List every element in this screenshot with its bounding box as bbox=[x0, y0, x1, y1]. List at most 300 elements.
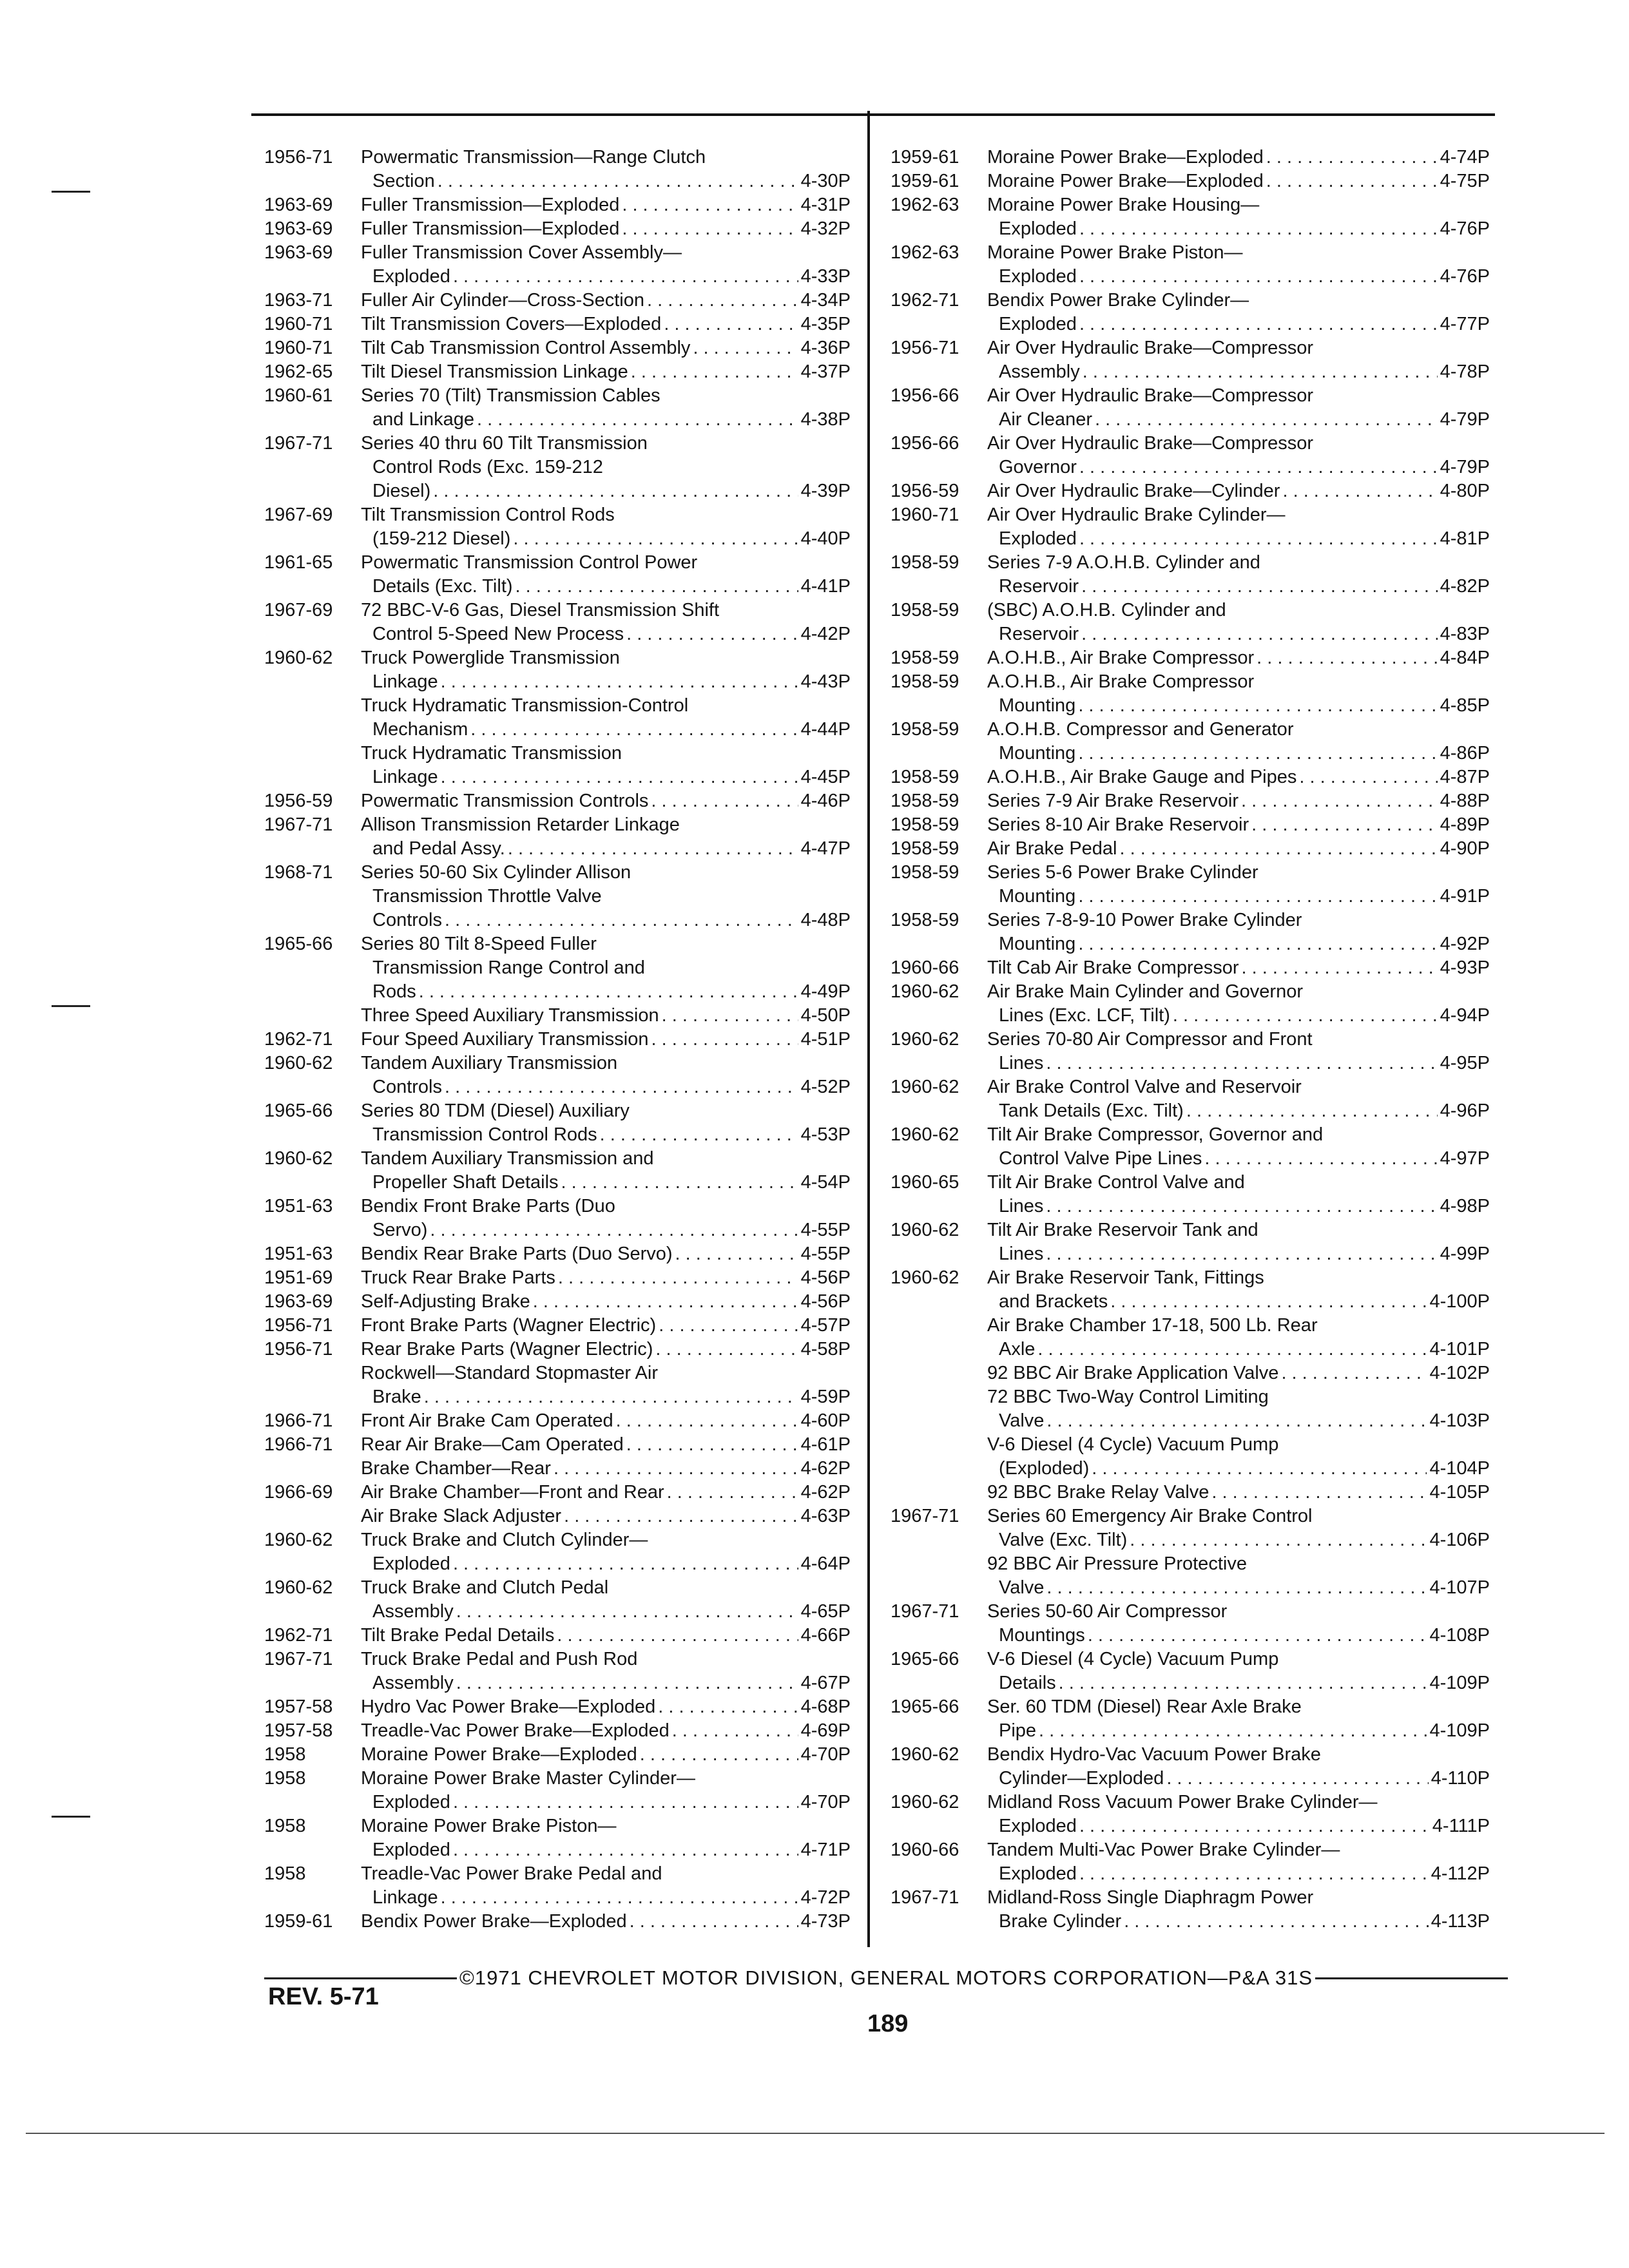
entry-year: 1960-62 bbox=[891, 1029, 959, 1050]
entry-last-line bbox=[361, 1266, 851, 1290]
index-entry bbox=[891, 1361, 1490, 1385]
entry-body bbox=[361, 503, 851, 551]
entry-title-line: Mountings bbox=[999, 1625, 1085, 1646]
dot-leader bbox=[616, 1409, 798, 1433]
entry-title-line: Air Brake Main Cylinder and Governor bbox=[987, 981, 1303, 1002]
dot-leader bbox=[658, 1695, 798, 1719]
entry-title-line: Truck Hydramatic Transmission-Control bbox=[361, 695, 689, 716]
index-entry bbox=[891, 1481, 1490, 1504]
page-reference: 4-36P bbox=[800, 338, 851, 358]
entry-body bbox=[987, 336, 1490, 384]
entry-year: 1958 bbox=[264, 1744, 306, 1765]
entry-body bbox=[987, 1218, 1490, 1266]
entry-title-line: Midland Ross Vacuum Power Brake Cylinder— bbox=[987, 1792, 1378, 1812]
entry-title-line: Exploded bbox=[372, 1840, 450, 1860]
dot-leader bbox=[430, 1218, 798, 1242]
entry-year: 1967-69 bbox=[264, 600, 333, 620]
index-entry bbox=[264, 336, 851, 360]
dot-leader bbox=[651, 789, 798, 813]
index-entry bbox=[264, 289, 851, 312]
dot-leader bbox=[456, 1600, 798, 1624]
dot-leader bbox=[533, 1290, 798, 1314]
index-entry bbox=[264, 1695, 851, 1719]
dot-leader bbox=[1266, 169, 1438, 193]
entry-last-line bbox=[361, 1481, 851, 1504]
entry-title-line: Linkage bbox=[372, 767, 438, 787]
entry-body bbox=[361, 1743, 851, 1767]
entry-title-line: Section bbox=[372, 171, 435, 191]
dot-leader bbox=[1242, 956, 1438, 980]
dot-leader bbox=[561, 1171, 798, 1195]
entry-title-line: A.O.H.B., Air Brake Compressor bbox=[987, 648, 1255, 668]
entry-title-line: Exploded bbox=[372, 1792, 450, 1812]
index-entry bbox=[891, 861, 1490, 908]
page-reference: 4-107P bbox=[1429, 1577, 1490, 1598]
entry-body bbox=[361, 789, 851, 813]
entry-body bbox=[361, 432, 851, 503]
entry-year: 1963-69 bbox=[264, 242, 333, 263]
entry-title-line: Fuller Transmission—Exploded bbox=[361, 195, 620, 215]
entry-title-line: Tandem Multi-Vac Power Brake Cylinder— bbox=[987, 1840, 1340, 1860]
entry-title-line: Air Over Hydraulic Brake—Compressor bbox=[987, 433, 1314, 454]
page-reference: 4-42P bbox=[800, 624, 851, 644]
entry-year: 1956-71 bbox=[264, 1315, 333, 1336]
index-entry bbox=[264, 813, 851, 861]
entry-last-line bbox=[987, 1242, 1490, 1266]
entry-body bbox=[361, 1028, 851, 1052]
dot-leader bbox=[1282, 479, 1437, 503]
entry-title-line: Air Brake Slack Adjuster bbox=[361, 1506, 562, 1526]
dot-leader bbox=[630, 1910, 798, 1934]
page-reference: 4-34P bbox=[800, 290, 851, 311]
entry-year: 1956-66 bbox=[891, 385, 959, 406]
entry-body bbox=[987, 980, 1490, 1028]
page-reference: 4-97P bbox=[1440, 1148, 1490, 1169]
entry-body bbox=[361, 861, 851, 932]
entry-last-line bbox=[361, 670, 851, 694]
entry-last-line bbox=[987, 742, 1490, 765]
entry-last-line bbox=[361, 1886, 851, 1910]
entry-year: 1962-71 bbox=[264, 1625, 333, 1646]
entry-last-line bbox=[361, 1600, 851, 1624]
entry-body bbox=[987, 1648, 1490, 1695]
index-entry bbox=[264, 503, 851, 551]
index-entry bbox=[264, 1099, 851, 1147]
entry-body bbox=[987, 146, 1490, 169]
dot-leader bbox=[1124, 1910, 1428, 1934]
entry-title-line: Exploded bbox=[999, 218, 1077, 239]
index-entry bbox=[891, 1504, 1490, 1552]
entry-body bbox=[987, 670, 1490, 718]
column-divider bbox=[867, 111, 870, 1947]
entry-last-line bbox=[361, 1314, 851, 1338]
entry-body bbox=[987, 837, 1490, 861]
entry-year: 1956-59 bbox=[891, 481, 959, 501]
entry-title-line: Powermatic Transmission Control Power bbox=[361, 552, 698, 573]
index-entry bbox=[264, 551, 851, 599]
page-reference: 4-51P bbox=[800, 1029, 851, 1050]
entry-title-line: Tilt Air Brake Control Valve and bbox=[987, 1172, 1245, 1193]
page-reference: 4-109P bbox=[1429, 1673, 1490, 1693]
entry-body bbox=[361, 1266, 851, 1290]
index-entry bbox=[264, 1504, 851, 1528]
dot-leader bbox=[508, 837, 798, 861]
dot-leader bbox=[664, 312, 798, 336]
entry-year: 1958-59 bbox=[891, 719, 959, 740]
index-entry bbox=[891, 193, 1490, 241]
dot-leader bbox=[1079, 217, 1438, 241]
index-entry bbox=[264, 646, 851, 694]
entry-year: 1958 bbox=[264, 1816, 306, 1836]
entry-body bbox=[361, 336, 851, 360]
entry-last-line bbox=[361, 1791, 851, 1814]
index-entry bbox=[891, 599, 1490, 646]
entry-year: 1960-66 bbox=[891, 957, 959, 978]
index-entry bbox=[264, 1266, 851, 1290]
dot-leader bbox=[1046, 1409, 1427, 1433]
entry-body bbox=[987, 646, 1490, 670]
entry-title-line: Truck Powerglide Transmission bbox=[361, 648, 620, 668]
entry-last-line bbox=[361, 575, 851, 599]
entry-title-line: Air Over Hydraulic Brake—Compressor bbox=[987, 338, 1314, 358]
entry-title-line: Hydro Vac Power Brake—Exploded bbox=[361, 1696, 656, 1717]
copyright-line bbox=[264, 1966, 1508, 1990]
entry-body bbox=[361, 551, 851, 599]
entry-body bbox=[987, 765, 1490, 789]
index-entry bbox=[891, 503, 1490, 551]
dot-leader bbox=[1079, 1862, 1429, 1886]
entry-title-line: Truck Brake Pedal and Push Rod bbox=[361, 1649, 638, 1669]
entry-year: 1960-62 bbox=[264, 1530, 333, 1550]
entry-year: 1958-59 bbox=[891, 552, 959, 573]
entry-body bbox=[987, 1743, 1490, 1791]
page-reference: 4-66P bbox=[800, 1625, 851, 1646]
entry-title-line: Moraine Power Brake—Exploded bbox=[987, 171, 1264, 191]
index-entry bbox=[264, 360, 851, 384]
dot-leader bbox=[438, 169, 798, 193]
page-reference: 4-41P bbox=[800, 576, 851, 597]
dot-leader bbox=[557, 1624, 798, 1648]
dot-leader bbox=[453, 1552, 798, 1576]
entry-title-line: Mounting bbox=[999, 695, 1076, 716]
page-reference: 4-103P bbox=[1429, 1410, 1490, 1431]
index-entry bbox=[264, 1290, 851, 1314]
entry-body bbox=[987, 241, 1490, 289]
entry-year: 1967-69 bbox=[264, 505, 333, 525]
entry-body bbox=[361, 1409, 851, 1433]
entry-year: 1962-63 bbox=[891, 242, 959, 263]
entry-last-line bbox=[361, 1290, 851, 1314]
entry-title-line: Axle bbox=[999, 1339, 1036, 1360]
page-reference: 4-53P bbox=[800, 1124, 851, 1145]
page-reference: 4-105P bbox=[1429, 1482, 1490, 1503]
entry-title-line: Transmission Range Control and bbox=[372, 957, 645, 978]
entry-title-line: Tilt Cab Transmission Control Assembly bbox=[361, 338, 691, 358]
dot-leader bbox=[1079, 456, 1438, 479]
entry-title-line: and Linkage bbox=[372, 409, 475, 430]
entry-body bbox=[987, 1385, 1490, 1433]
entry-year: 1958-59 bbox=[891, 814, 959, 835]
entry-title-line: Front Air Brake Cam Operated bbox=[361, 1410, 613, 1431]
entry-year: 1967-71 bbox=[891, 1601, 959, 1622]
dot-leader bbox=[1095, 408, 1438, 432]
index-entry bbox=[891, 1743, 1490, 1791]
entry-last-line bbox=[987, 146, 1490, 169]
entry-title-line: Series 50-60 Six Cylinder Allison bbox=[361, 862, 631, 883]
dot-leader bbox=[1251, 813, 1437, 837]
index-column-right bbox=[891, 146, 1490, 1934]
page-reference: 4-54P bbox=[800, 1172, 851, 1193]
entry-last-line bbox=[361, 336, 851, 360]
entry-title-line: Four Speed Auxiliary Transmission bbox=[361, 1029, 649, 1050]
entry-title-line: Rockwell—Standard Stopmaster Air bbox=[361, 1363, 658, 1383]
entry-title-line: Controls bbox=[372, 1077, 442, 1097]
entry-title-line: 72 BBC-V-6 Gas, Diesel Transmission Shift bbox=[361, 600, 720, 620]
entry-last-line bbox=[987, 1671, 1490, 1695]
entry-title-line: Reservoir bbox=[999, 624, 1079, 644]
entry-title-line: Diesel) bbox=[372, 481, 431, 501]
entry-body bbox=[987, 1552, 1490, 1600]
entry-last-line bbox=[987, 1624, 1490, 1648]
page-reference: 4-91P bbox=[1440, 886, 1490, 907]
dot-leader bbox=[1079, 265, 1438, 289]
page-reference: 4-56P bbox=[800, 1267, 851, 1288]
entry-body bbox=[987, 289, 1490, 336]
entry-body bbox=[361, 1099, 851, 1147]
page-reference: 4-47P bbox=[800, 838, 851, 859]
entry-last-line bbox=[987, 408, 1490, 432]
page-reference: 4-95P bbox=[1440, 1053, 1490, 1073]
dot-leader bbox=[651, 1028, 798, 1052]
entry-year: 1962-71 bbox=[891, 290, 959, 311]
entry-body bbox=[987, 1600, 1490, 1648]
entry-title-line: and Brackets bbox=[999, 1291, 1108, 1312]
entry-last-line bbox=[361, 408, 851, 432]
dot-leader bbox=[675, 1242, 798, 1266]
entry-year: 1959-61 bbox=[891, 147, 959, 168]
entry-body bbox=[987, 1123, 1490, 1171]
entry-title-line: Air Brake Chamber—Front and Rear bbox=[361, 1482, 664, 1503]
entry-last-line bbox=[361, 1910, 851, 1934]
entry-title-line: Tilt Transmission Covers—Exploded bbox=[361, 314, 662, 334]
page-reference: 4-76P bbox=[1440, 218, 1490, 239]
index-entry bbox=[891, 718, 1490, 765]
entry-body bbox=[361, 813, 851, 861]
scan-edge-line bbox=[26, 2133, 1605, 2134]
entry-body bbox=[987, 1028, 1490, 1075]
entry-title-line: Bendix Front Brake Parts (Duo bbox=[361, 1196, 615, 1216]
entry-last-line bbox=[361, 169, 851, 193]
index-entry bbox=[891, 241, 1490, 289]
entry-last-line bbox=[361, 1004, 851, 1028]
entry-title-line: Front Brake Parts (Wagner Electric) bbox=[361, 1315, 657, 1336]
entry-body bbox=[987, 1886, 1490, 1934]
entry-last-line bbox=[361, 1218, 851, 1242]
entry-title-line: Controls bbox=[372, 910, 442, 930]
page-reference: 4-58P bbox=[800, 1339, 851, 1360]
index-entry bbox=[264, 1242, 851, 1266]
page-reference: 4-81P bbox=[1440, 528, 1490, 549]
dot-leader bbox=[622, 217, 798, 241]
page-reference: 4-109P bbox=[1429, 1720, 1490, 1741]
entry-last-line bbox=[361, 289, 851, 312]
dot-leader bbox=[419, 980, 798, 1004]
entry-last-line bbox=[987, 813, 1490, 837]
dot-leader bbox=[1078, 694, 1437, 718]
entry-last-line bbox=[987, 360, 1490, 384]
entry-body bbox=[361, 1147, 851, 1195]
index-entry bbox=[264, 384, 851, 432]
entry-last-line bbox=[987, 765, 1490, 789]
entry-year: 1960-62 bbox=[891, 1267, 959, 1288]
entry-year: 1958 bbox=[264, 1863, 306, 1884]
entry-year: 1960-62 bbox=[891, 981, 959, 1002]
dot-leader bbox=[456, 1671, 798, 1695]
page-reference: 4-94P bbox=[1440, 1005, 1490, 1026]
entry-title-line: Moraine Power Brake Housing— bbox=[987, 195, 1260, 215]
index-entry bbox=[264, 1743, 851, 1767]
page-reference: 4-55P bbox=[800, 1220, 851, 1240]
entry-body bbox=[361, 1576, 851, 1624]
entry-last-line bbox=[987, 265, 1490, 289]
dot-leader bbox=[1088, 1624, 1427, 1648]
entry-title-line: Air Over Hydraulic Brake—Compressor bbox=[987, 385, 1314, 406]
entry-title-line: Bendix Hydro-Vac Vacuum Power Brake bbox=[987, 1744, 1321, 1765]
entry-last-line bbox=[361, 1624, 851, 1648]
dot-leader bbox=[631, 360, 798, 384]
entry-title-line: V-6 Diesel (4 Cycle) Vacuum Pump bbox=[987, 1434, 1279, 1455]
entry-year: 1957-58 bbox=[264, 1696, 333, 1717]
index-entry bbox=[264, 146, 851, 193]
page-reference: 4-61P bbox=[800, 1434, 851, 1455]
entry-title-line: Exploded bbox=[372, 266, 450, 287]
page-reference: 4-67P bbox=[800, 1673, 851, 1693]
entry-body bbox=[987, 1695, 1490, 1743]
binder-mark bbox=[52, 1005, 90, 1007]
index-entry bbox=[264, 742, 851, 789]
entry-title-line: Brake Cylinder bbox=[999, 1911, 1122, 1932]
entry-title-line: Series 7-9 Air Brake Reservoir bbox=[987, 791, 1239, 811]
entry-last-line bbox=[361, 265, 851, 289]
entry-last-line bbox=[987, 1457, 1490, 1481]
index-entry bbox=[264, 241, 851, 289]
index-entry bbox=[891, 1695, 1490, 1743]
dot-leader bbox=[1186, 1099, 1438, 1123]
page-reference: 4-46P bbox=[800, 791, 851, 811]
entry-title-line: Series 70-80 Air Compressor and Front bbox=[987, 1029, 1313, 1050]
entry-last-line bbox=[987, 575, 1490, 599]
entry-title-line: Tandem Auxiliary Transmission and bbox=[361, 1148, 654, 1169]
entry-title-line: Control 5-Speed New Process bbox=[372, 624, 624, 644]
entry-last-line bbox=[987, 217, 1490, 241]
entry-title-line: Lines bbox=[999, 1244, 1044, 1264]
entry-title-line: Mounting bbox=[999, 886, 1076, 907]
entry-last-line bbox=[361, 1171, 851, 1195]
page-reference: 4-37P bbox=[800, 361, 851, 382]
entry-title-line: Mounting bbox=[999, 934, 1076, 954]
page-reference: 4-48P bbox=[800, 910, 851, 930]
entry-year: 1960-62 bbox=[891, 1077, 959, 1097]
entry-body bbox=[361, 360, 851, 384]
dot-leader bbox=[1211, 1481, 1427, 1504]
index-entry bbox=[891, 1218, 1490, 1266]
entry-title-line: Moraine Power Brake Master Cylinder— bbox=[361, 1768, 695, 1789]
index-entry bbox=[891, 551, 1490, 599]
dot-leader bbox=[1046, 1576, 1427, 1600]
index-entry bbox=[264, 1028, 851, 1052]
entry-year: 1958 bbox=[264, 1768, 306, 1789]
entry-last-line bbox=[987, 1576, 1490, 1600]
index-entry bbox=[264, 1624, 851, 1648]
dot-leader bbox=[1092, 1457, 1427, 1481]
index-entry bbox=[891, 1886, 1490, 1934]
entry-last-line bbox=[361, 527, 851, 551]
dot-leader bbox=[1046, 1195, 1437, 1218]
page-reference: 4-90P bbox=[1440, 838, 1490, 859]
index-column-left bbox=[264, 146, 851, 1934]
entry-body bbox=[987, 503, 1490, 551]
page-reference: 4-68P bbox=[800, 1696, 851, 1717]
entry-title-line: (Exploded) bbox=[999, 1458, 1090, 1479]
page-reference: 4-87P bbox=[1440, 767, 1490, 787]
entry-last-line bbox=[361, 1123, 851, 1147]
entry-title-line: Bendix Rear Brake Parts (Duo Servo) bbox=[361, 1244, 673, 1264]
page-reference: 4-30P bbox=[800, 171, 851, 191]
entry-year: 1967-71 bbox=[264, 433, 333, 454]
entry-title-line: Ser. 60 TDM (Diesel) Rear Axle Brake bbox=[987, 1696, 1302, 1717]
entry-title-line: Assembly bbox=[999, 361, 1080, 382]
page-reference: 4-70P bbox=[800, 1744, 851, 1765]
entry-body bbox=[361, 1457, 851, 1481]
entry-body bbox=[361, 599, 851, 646]
entry-title-line: Rear Air Brake—Cam Operated bbox=[361, 1434, 624, 1455]
entry-body bbox=[361, 1814, 851, 1862]
page-reference: 4-85P bbox=[1440, 695, 1490, 716]
index-entry bbox=[891, 1600, 1490, 1648]
entry-title-line: Exploded bbox=[372, 1553, 450, 1574]
entry-year: 1960-71 bbox=[264, 338, 333, 358]
entry-year: 1967-71 bbox=[264, 814, 333, 835]
entry-year: 1960-62 bbox=[891, 1744, 959, 1765]
entry-year: 1962-65 bbox=[264, 361, 333, 382]
entry-title-line: Series 7-8-9-10 Power Brake Cylinder bbox=[987, 910, 1302, 930]
entry-last-line bbox=[361, 1552, 851, 1576]
page-reference: 4-86P bbox=[1440, 743, 1490, 764]
entry-title-line: Powermatic Transmission—Range Clutch bbox=[361, 147, 706, 168]
entry-title-line: Lines (Exc. LCF, Tilt) bbox=[999, 1005, 1170, 1026]
entry-last-line bbox=[987, 1409, 1490, 1433]
dot-leader bbox=[1083, 360, 1438, 384]
entry-body bbox=[987, 956, 1490, 980]
index-entry bbox=[264, 932, 851, 1004]
entry-last-line bbox=[361, 1433, 851, 1457]
index-entry bbox=[264, 193, 851, 217]
entry-year: 1956-71 bbox=[264, 147, 333, 168]
entry-last-line bbox=[361, 1457, 851, 1481]
entry-title-line: Exploded bbox=[999, 528, 1077, 549]
entry-year: 1960-62 bbox=[264, 1053, 333, 1073]
entry-year: 1960-71 bbox=[891, 505, 959, 525]
entry-title-line: Exploded bbox=[999, 314, 1077, 334]
entry-last-line bbox=[987, 622, 1490, 646]
page-reference: 4-55P bbox=[800, 1244, 851, 1264]
page-reference: 4-111P bbox=[1432, 1816, 1490, 1836]
page-reference: 4-104P bbox=[1429, 1458, 1490, 1479]
entry-last-line bbox=[361, 1242, 851, 1266]
dot-leader bbox=[1078, 885, 1437, 908]
entry-last-line bbox=[361, 1385, 851, 1409]
entry-year: 1951-69 bbox=[264, 1267, 333, 1288]
